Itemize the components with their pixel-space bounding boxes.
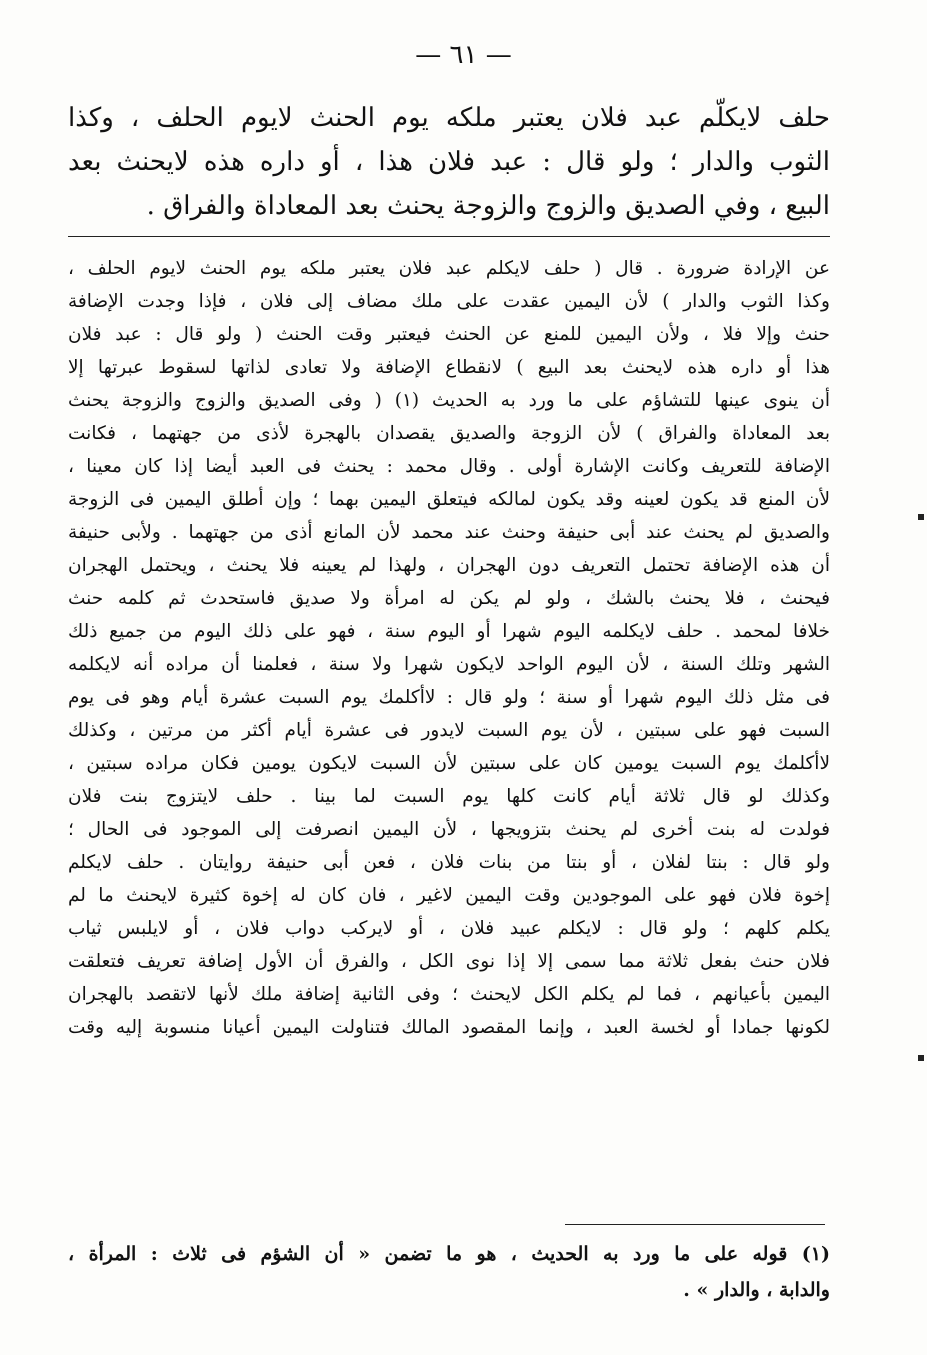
commentary-line: يكلم كلهم ؛ ولو قال : لايكلم عبيد فلان ، أو لايركب دواب فلان ، أو لايلبس ثياب bbox=[68, 918, 830, 939]
commentary-line: لأن المنع قد يكون لعينه وقد يكون لمالكه فيتعلق اليمين بهما ؛ وإن أطلق اليمين فى الزوجة bbox=[68, 489, 830, 510]
scan-margin-mark bbox=[918, 1055, 924, 1061]
footnote bbox=[68, 1236, 830, 1308]
commentary-line: فولدت له بنت أخرى لم يحنث بتزويجها ، لأن اليمين انصرفت إلى الموجود فى الحال ؛ bbox=[68, 819, 830, 840]
scan-margin-mark bbox=[918, 514, 924, 520]
commentary-line: ولو قال : بنتا لفلان ، أو بنتا من بنات فلان ، فعن أبى حنيفة روايتان . حلف لايكلم bbox=[68, 852, 830, 873]
matn-line: الثوب والدار ؛ ولو قال : عبد فلان هذا ، أو داره هذه لايحنث بعد bbox=[68, 147, 830, 177]
commentary-line: الإضافة للتعريف وكانت الإشارة أولى . وقال محمد : يحنث فى العبد أيضا إذا كان معينا ، bbox=[68, 456, 830, 477]
commentary-line: بعد المعاداة والفراق ) لأن الزوجة والصديق يقصدان بالهجرة لأذى من جهتهما ، فكانت bbox=[68, 423, 830, 444]
footnote-line: (١) قوله على ما ورد به الحديث ، هو ما تضمن « أن الشؤم فى ثلاث : المرأة ، bbox=[68, 1243, 830, 1265]
matn-line: البيع ، وفي الصديق والزوج والزوجة يحنث بعد المعاداة والفراق . bbox=[146, 191, 830, 221]
commentary-line: فى مثل ذلك اليوم شهرا أو سنة ؛ ولو قال : لاأكلمك يوم السبت عشرة أيام وهو فى يوم bbox=[68, 687, 830, 708]
commentary-line: وكذلك لو قال ثلاثة أيام كانت كلها يوم السبت لما بينا . حلف لايتزوج بنت فلان bbox=[68, 786, 830, 807]
commentary-line: اليمين بأعيانهم ، فما لم يكلم الكل لايحنث ؛ وفى الثانية إضافة ملك لأنها لاتقصد بالهجران bbox=[68, 984, 830, 1005]
commentary-line: هذا أو داره هذه لايحنث بعد البيع ) لانقطاع الإضافة ولا تعادى لذاتها لسقوط عبرتها إلا bbox=[68, 357, 830, 378]
commentary-line: حنث وإلا فلا ، ولأن اليمين للمنع عن الحنث فيعتبر وقت الحنث ( ولو قال : عبد فلان bbox=[68, 324, 830, 345]
matn-text bbox=[68, 96, 830, 228]
commentary-line: أن ينوى عينها للتشاؤم على ما ورد به الحديث (١) ( وفى الصديق والزوج والزوجة يحنث bbox=[68, 390, 830, 411]
commentary-line: والصديق لم يحنث عند أبى حنيفة وحنث عند محمد لأن المانع أذى من جهتهما . ولأبى حنيفة bbox=[68, 522, 830, 543]
commentary-line: خلافا لمحمد . حلف لايكلمه اليوم شهرا أو اليوم سنة ، فهو على ذلك اليوم من جميع ذلك bbox=[68, 621, 830, 642]
commentary-line: عن الإرادة ضرورة . قال ( حلف لايكلم عبد فلان يعتبر ملكه يوم الحنث لايوم الحلف ، bbox=[68, 258, 830, 279]
commentary-line: فيحنث ، فلا يحنث بالشك ، ولو لم يكن له امرأة ولا صديق فاستحدث ثم كلمه حنث bbox=[68, 588, 830, 609]
commentary-line: لاأكلمك يوم السبت يومين كان على سبتين لأن السبت لايكون يومين فكان مراده سبتين ، bbox=[68, 753, 830, 774]
footnote-line: والدابة ، والدار » . bbox=[683, 1279, 830, 1301]
commentary-line: فلان حنث بفعل ثلاثة مما سمى إلا إذا نوى الكل ، والفرق أن الأول إضافة تعريف فتعلقت bbox=[68, 951, 830, 972]
commentary-line: أن هذه الإضافة تحتمل التعريف دون الهجران ، ولهذا لم يعينه فلا يحنث ، ويحتمل الهجران bbox=[68, 555, 830, 576]
commentary-text bbox=[68, 252, 830, 1044]
commentary-line: وكذا الثوب والدار ) لأن اليمين عقدت على ملك مضاف إلى فلان ، فإذا وجدت الإضافة bbox=[68, 291, 830, 312]
matn-line: حلف لايكلّم عبد فلان يعتبر ملكه يوم الحنث لايوم الحلف ، وكذا bbox=[68, 103, 830, 133]
footnote-divider bbox=[565, 1224, 825, 1225]
commentary-line: لكونها جمادا أو لخسة العبد ، وإنما المقصود المالك فتناولت اليمين أعيانا منسوبة إليه وقت bbox=[68, 1017, 830, 1038]
commentary-line: إخوة فلان فهو على الموجودين وقت اليمين لاغير ، فان كان له إخوة كثيرة لايحنث ما لم bbox=[68, 885, 830, 906]
commentary-line: الشهر وتلك السنة ، لأن اليوم الواحد لايكون شهرا ولا سنة ، فعلمنا أن مراده أنه لايكلمه bbox=[68, 654, 830, 675]
commentary-line: السبت فهو على سبتين ، لأن يوم السبت لايدور فى عشرة أيام أكثر من مرتين ، وكذلك bbox=[68, 720, 830, 741]
matn-divider bbox=[68, 236, 830, 237]
page-number: — ٦١ — bbox=[415, 40, 512, 70]
